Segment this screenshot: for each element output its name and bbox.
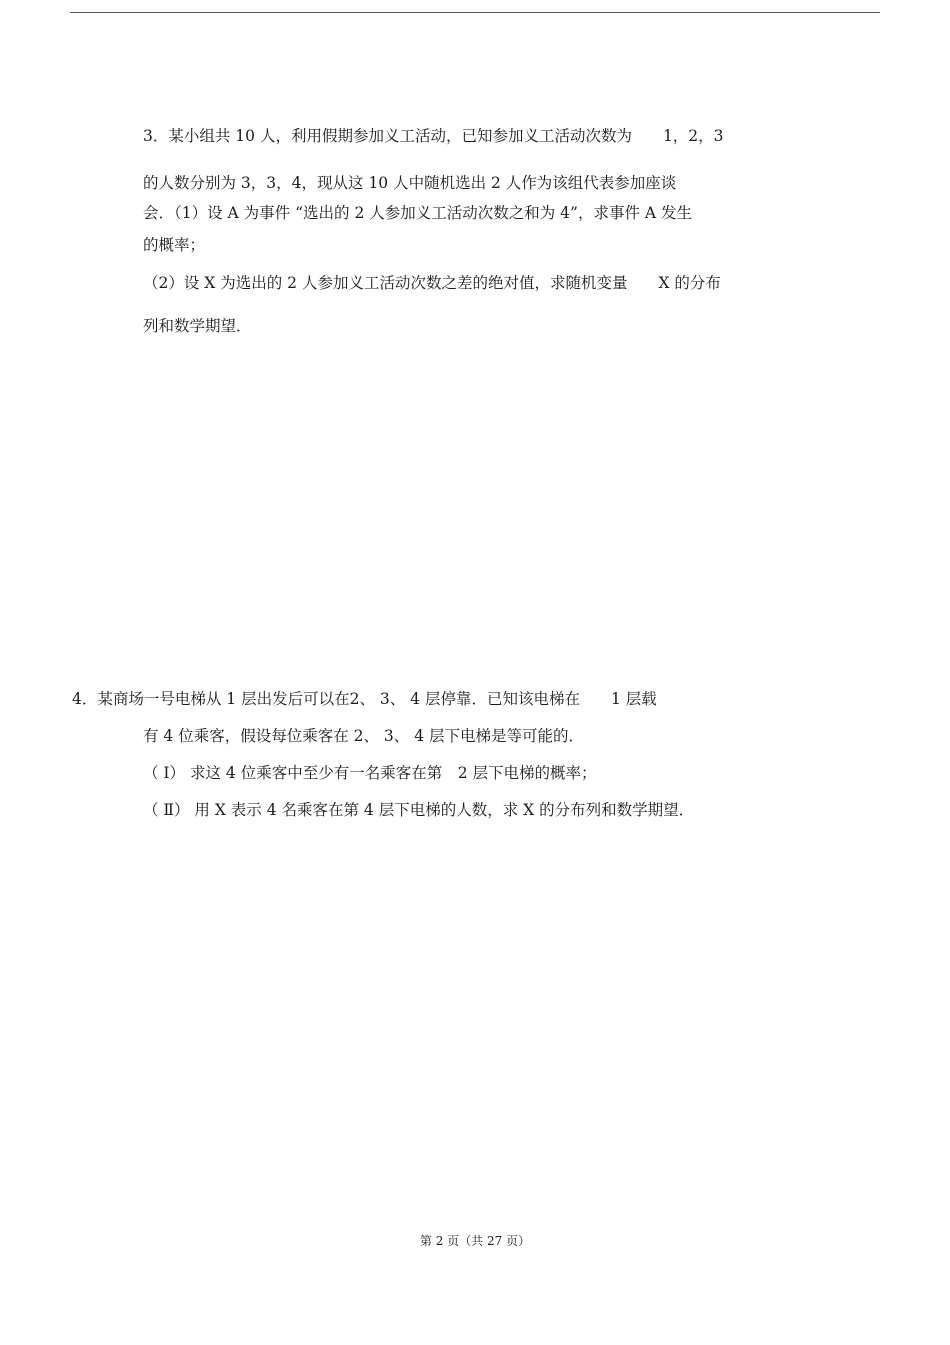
problem-3-line: （2）设 X 为选出的 2 人参加义工活动次数之差的绝对值，求随机变量 X 的分布 [143, 274, 721, 292]
problem-4-line: （ Ⅰ） 求这 4 位乘客中至少有一名乘客在第 2 层下电梯的概率； [143, 764, 597, 782]
problem-3-line: 3．某小组共 10 人，利用假期参加义工活动，已知参加义工活动次数为 1，2，3 [143, 127, 724, 145]
problem-3-line: 的概率； [143, 236, 206, 254]
problem-4-line: 4．某商场一号电梯从 1 层出发后可以在2、 3、 4 层停靠．已知该电梯在 1 层载 [72, 690, 657, 708]
problem-3-line: 列和数学期望． [143, 317, 252, 335]
page-number: 第 2 页（共 27 页） [419, 1234, 531, 1248]
problem-4-line: （ Ⅱ） 用 X 表示 4 名乘客在第 4 层下电梯的人数，求 X 的分布列和数学期望． [143, 801, 695, 819]
problem-3-line: 的人数分别为 3，3，4，现从这 10 人中随机选出 2 人作为该组代表参加座谈 [143, 174, 677, 192]
problem-3-line: 会．（1）设 A 为事件 “选出的 2 人参加义工活动次数之和为 4”，求事件 A 发生 [143, 204, 692, 222]
header-rule [70, 12, 880, 13]
problem-4-line: 有 4 位乘客，假设每位乘客在 2、 3、 4 层下电梯是等可能的． [143, 727, 585, 745]
